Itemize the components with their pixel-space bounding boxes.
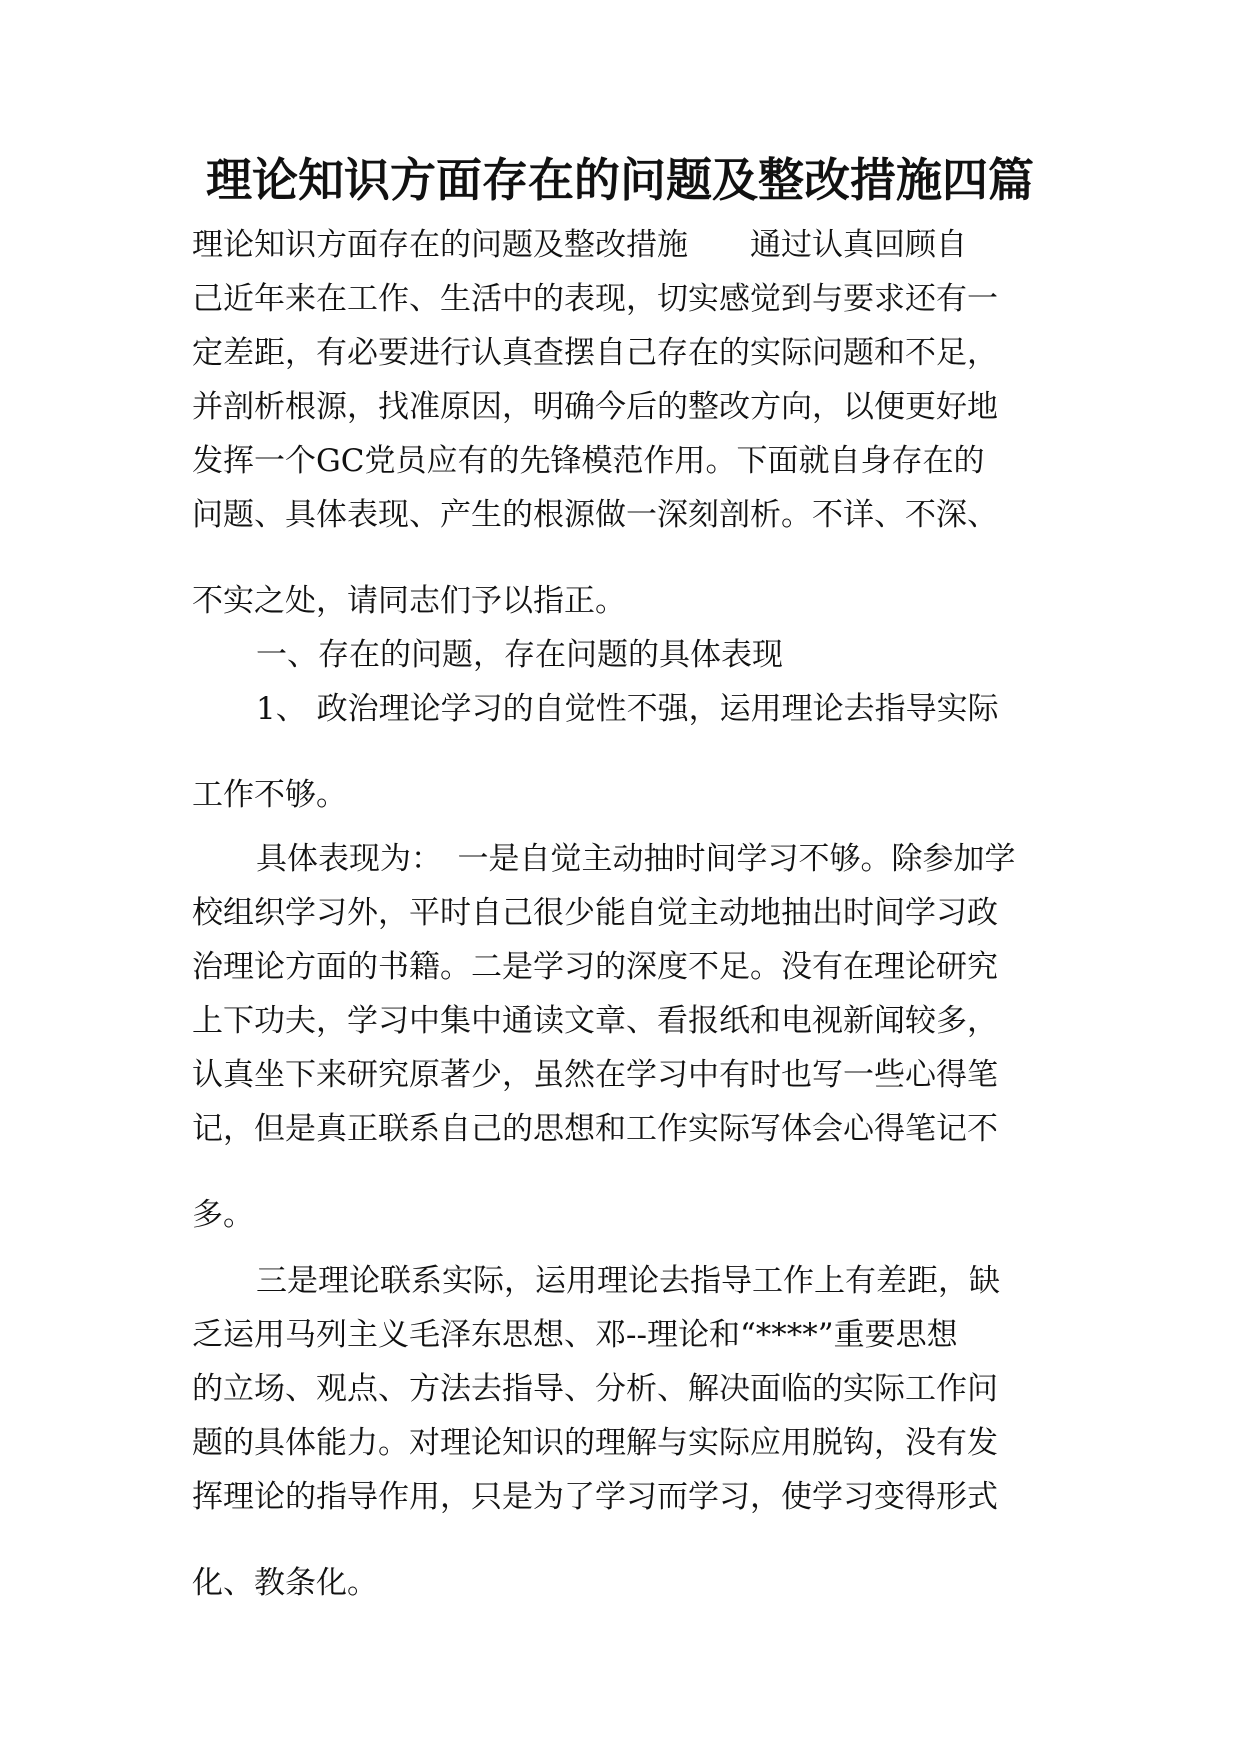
text-line: 校组织学习外，平时自己很少能自觉主动地抽出时间学习政 [192, 895, 998, 931]
paragraph-intro [192, 218, 1062, 628]
line-gap [192, 542, 1062, 574]
text-line: 理论知识方面存在的问题及整改措施 通过认真回顾自 [192, 227, 967, 263]
text-line: 发挥一个GC党员应有的先锋模范作用。下面就自身存在的 [192, 443, 985, 479]
line-gap [192, 736, 1062, 768]
text-line: 上下功夫，学习中集中通读文章、看报纸和电视新闻较多， [192, 1003, 998, 1039]
text-line: 工作不够。 [192, 777, 347, 813]
text-line: 的立场、观点、方法去指导、分析、解决面临的实际工作问 [192, 1371, 998, 1407]
paragraph-third-point [192, 1254, 1062, 1610]
text-line: 具体表现为： 一是自觉主动抽时间学习不够。除参加学 [256, 841, 1016, 877]
paragraph-gap [192, 822, 1062, 832]
paragraph-section-heading [192, 628, 1062, 682]
text-line: 问题、具体表现、产生的根源做一深刻剖析。不详、不深、 [192, 497, 998, 533]
document-body [192, 218, 1062, 1610]
text-line: 挥理论的指导作用，只是为了学习而学习，使学习变得形式 [192, 1479, 998, 1515]
text-line: 治理论方面的书籍。二是学习的深度不足。没有在理论研究 [192, 949, 998, 985]
paragraph-gap [192, 1242, 1062, 1254]
line-gap [192, 1524, 1062, 1556]
text-line: 记，但是真正联系自己的思想和工作实际写体会心得笔记不 [192, 1111, 998, 1147]
line-gap [192, 1156, 1062, 1188]
text-line: 乏运用马列主义毛泽东思想、邓--理论和“****”重要思想 [192, 1317, 958, 1353]
section-heading: 一、存在的问题，存在问题的具体表现 [256, 637, 783, 673]
document-title: 理论知识方面存在的问题及整改措施四篇 [206, 153, 1034, 207]
paragraph-item-1 [192, 682, 1062, 822]
text-line: 三是理论联系实际，运用理论去指导工作上有差距，缺 [256, 1263, 1000, 1299]
text-line: 化、教条化。 [192, 1565, 378, 1601]
text-line: 并剖析根源，找准原因，明确今后的整改方向，以便更好地 [192, 389, 998, 425]
text-line: 认真坐下来研究原著少，虽然在学习中有时也写一些心得笔 [192, 1057, 998, 1093]
text-line: 多。 [192, 1197, 254, 1233]
text-line: 不实之处，请同志们予以指正。 [192, 583, 626, 619]
text-line: 己近年来在工作、生活中的表现，切实感觉到与要求还有一 [192, 281, 998, 317]
paragraph-details [192, 832, 1062, 1242]
text-line: 1、 政治理论学习的自觉性不强，运用理论去指导实际 [256, 691, 999, 727]
text-line: 定差距，有必要进行认真查摆自己存在的实际问题和不足， [192, 335, 998, 371]
text-line: 题的具体能力。对理论知识的理解与实际应用脱钩，没有发 [192, 1425, 998, 1461]
